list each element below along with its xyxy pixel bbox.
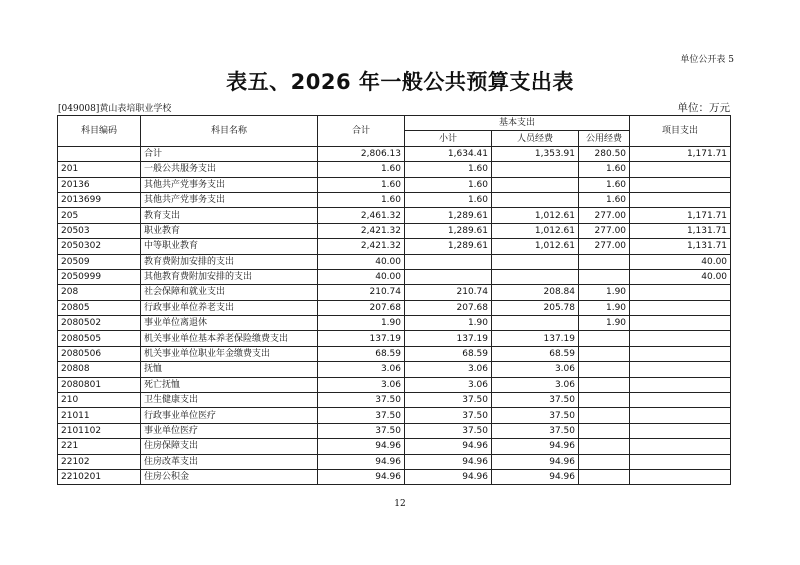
cell-subtotal: 1.60 <box>405 162 492 177</box>
cell-subtotal: 94.96 <box>405 454 492 469</box>
cell-project: 40.00 <box>630 254 731 269</box>
header-code: 科目编码 <box>58 116 141 147</box>
cell-subtotal: 3.06 <box>405 362 492 377</box>
cell-name: 社会保障和就业支出 <box>141 285 318 300</box>
cell-subtotal: 37.50 <box>405 423 492 438</box>
cell-name: 机关事业单位基本养老保险缴费支出 <box>141 331 318 346</box>
table-tag: 单位公开表 5 <box>680 55 734 65</box>
cell-code: 201 <box>58 162 141 177</box>
cell-public <box>579 469 630 484</box>
cell-total: 1.60 <box>318 192 405 207</box>
cell-project <box>630 393 731 408</box>
cell-project <box>630 316 731 331</box>
cell-subtotal: 137.19 <box>405 331 492 346</box>
cell-project: 1,171.71 <box>630 146 731 161</box>
cell-name: 机关事业单位职业年金缴费支出 <box>141 346 318 361</box>
cell-name: 住房公积金 <box>141 469 318 484</box>
cell-public <box>579 439 630 454</box>
cell-total: 37.50 <box>318 423 405 438</box>
table-row <box>58 469 731 484</box>
cell-project <box>630 423 731 438</box>
cell-subtotal: 207.68 <box>405 300 492 315</box>
cell-public: 1.60 <box>579 192 630 207</box>
cell-public <box>579 269 630 284</box>
cell-code: 21011 <box>58 408 141 423</box>
cell-total: 37.50 <box>318 393 405 408</box>
cell-public <box>579 331 630 346</box>
cell-personnel: 37.50 <box>492 408 579 423</box>
cell-subtotal: 3.06 <box>405 377 492 392</box>
cell-personnel: 68.59 <box>492 346 579 361</box>
cell-personnel: 1,012.61 <box>492 223 579 238</box>
cell-code: 208 <box>58 285 141 300</box>
table-row <box>58 254 731 269</box>
table-row <box>58 408 731 423</box>
cell-project <box>630 177 731 192</box>
budget-table <box>57 115 731 485</box>
table-row <box>58 454 731 469</box>
cell-personnel: 3.06 <box>492 362 579 377</box>
cell-total: 3.06 <box>318 377 405 392</box>
cell-subtotal <box>405 269 492 284</box>
cell-personnel: 205.78 <box>492 300 579 315</box>
cell-public <box>579 423 630 438</box>
cell-project <box>630 454 731 469</box>
table-row <box>58 331 731 346</box>
cell-code: 2080506 <box>58 346 141 361</box>
cell-total: 3.06 <box>318 362 405 377</box>
cell-code: 205 <box>58 208 141 223</box>
cell-personnel: 137.19 <box>492 331 579 346</box>
cell-subtotal: 94.96 <box>405 439 492 454</box>
cell-subtotal: 1.60 <box>405 192 492 207</box>
cell-name: 住房改革支出 <box>141 454 318 469</box>
cell-public <box>579 454 630 469</box>
cell-project <box>630 439 731 454</box>
cell-public: 1.60 <box>579 162 630 177</box>
cell-total: 2,421.32 <box>318 239 405 254</box>
cell-project <box>630 377 731 392</box>
cell-code: 20808 <box>58 362 141 377</box>
cell-name: 行政事业单位医疗 <box>141 408 318 423</box>
cell-project <box>630 408 731 423</box>
table-row <box>58 269 731 284</box>
cell-name: 教育支出 <box>141 208 318 223</box>
cell-code: 2050999 <box>58 269 141 284</box>
cell-name: 事业单位离退休 <box>141 316 318 331</box>
cell-code: 2050302 <box>58 239 141 254</box>
cell-project <box>630 362 731 377</box>
cell-public: 1.60 <box>579 177 630 192</box>
table-body <box>58 146 731 485</box>
cell-total: 40.00 <box>318 254 405 269</box>
cell-personnel: 94.96 <box>492 454 579 469</box>
cell-subtotal: 37.50 <box>405 393 492 408</box>
cell-project: 1,171.71 <box>630 208 731 223</box>
cell-personnel: 37.50 <box>492 393 579 408</box>
cell-public <box>579 377 630 392</box>
cell-public <box>579 346 630 361</box>
cell-name: 行政事业单位养老支出 <box>141 300 318 315</box>
cell-code: 20509 <box>58 254 141 269</box>
header-public: 公用经费 <box>579 131 630 146</box>
cell-project: 1,131.71 <box>630 223 731 238</box>
table-row <box>58 393 731 408</box>
cell-personnel: 3.06 <box>492 377 579 392</box>
cell-name: 抚恤 <box>141 362 318 377</box>
cell-name: 一般公共服务支出 <box>141 162 318 177</box>
cell-name: 事业单位医疗 <box>141 423 318 438</box>
cell-subtotal: 1,634.41 <box>405 146 492 161</box>
cell-subtotal: 1.60 <box>405 177 492 192</box>
cell-subtotal: 94.96 <box>405 469 492 484</box>
table-row <box>58 177 731 192</box>
cell-name: 卫生健康支出 <box>141 393 318 408</box>
cell-total: 94.96 <box>318 439 405 454</box>
cell-subtotal: 68.59 <box>405 346 492 361</box>
cell-code: 22102 <box>58 454 141 469</box>
cell-name: 其他共产党事务支出 <box>141 177 318 192</box>
cell-total: 2,461.32 <box>318 208 405 223</box>
cell-total: 40.00 <box>318 269 405 284</box>
cell-total: 210.74 <box>318 285 405 300</box>
cell-total: 2,421.32 <box>318 223 405 238</box>
cell-project <box>630 285 731 300</box>
cell-public: 277.00 <box>579 208 630 223</box>
header-basic: 基本支出 <box>405 116 630 131</box>
cell-public <box>579 254 630 269</box>
header-name: 科目名称 <box>141 116 318 147</box>
unit-name: [049008]黄山表培职业学校 <box>58 104 172 114</box>
table-row <box>58 377 731 392</box>
cell-public: 1.90 <box>579 285 630 300</box>
cell-code: 2080502 <box>58 316 141 331</box>
cell-personnel: 1,012.61 <box>492 239 579 254</box>
cell-code: 20805 <box>58 300 141 315</box>
cell-project <box>630 192 731 207</box>
cell-code: 2210201 <box>58 469 141 484</box>
cell-subtotal: 1.90 <box>405 316 492 331</box>
cell-project: 1,131.71 <box>630 239 731 254</box>
cell-name: 其他共产党事务支出 <box>141 192 318 207</box>
cell-project <box>630 469 731 484</box>
cell-project <box>630 331 731 346</box>
cell-code: 2080505 <box>58 331 141 346</box>
cell-personnel <box>492 254 579 269</box>
cell-project: 40.00 <box>630 269 731 284</box>
cell-code <box>58 146 141 161</box>
cell-public: 1.90 <box>579 300 630 315</box>
table-row <box>58 192 731 207</box>
cell-public <box>579 408 630 423</box>
cell-total: 1.60 <box>318 162 405 177</box>
cell-total: 1.60 <box>318 177 405 192</box>
cell-personnel: 1,012.61 <box>492 208 579 223</box>
cell-code: 2080801 <box>58 377 141 392</box>
cell-personnel: 1,353.91 <box>492 146 579 161</box>
cell-name: 职业教育 <box>141 223 318 238</box>
cell-code: 2101102 <box>58 423 141 438</box>
header-project: 项目支出 <box>630 116 731 147</box>
table-row <box>58 239 731 254</box>
table-row <box>58 146 731 161</box>
cell-code: 210 <box>58 393 141 408</box>
cell-personnel: 37.50 <box>492 423 579 438</box>
cell-name: 住房保障支出 <box>141 439 318 454</box>
cell-total: 68.59 <box>318 346 405 361</box>
cell-personnel: 208.84 <box>492 285 579 300</box>
table-row <box>58 162 731 177</box>
table-row <box>58 423 731 438</box>
cell-total: 207.68 <box>318 300 405 315</box>
cell-personnel <box>492 269 579 284</box>
cell-public: 277.00 <box>579 239 630 254</box>
cell-name: 其他教育费附加安排的支出 <box>141 269 318 284</box>
cell-project <box>630 346 731 361</box>
cell-public: 280.50 <box>579 146 630 161</box>
page-title: 表五、2026 年一般公共预算支出表 <box>226 70 574 94</box>
currency-unit: 单位：万元 <box>677 102 730 114</box>
cell-personnel <box>492 177 579 192</box>
cell-personnel <box>492 316 579 331</box>
header-personnel: 人员经费 <box>492 131 579 146</box>
header-total: 合计 <box>318 116 405 147</box>
cell-total: 137.19 <box>318 331 405 346</box>
cell-personnel: 94.96 <box>492 439 579 454</box>
cell-public <box>579 362 630 377</box>
cell-name: 死亡抚恤 <box>141 377 318 392</box>
table-row <box>58 316 731 331</box>
cell-name: 合计 <box>141 146 318 161</box>
cell-subtotal: 1,289.61 <box>405 239 492 254</box>
cell-total: 1.90 <box>318 316 405 331</box>
table-row <box>58 362 731 377</box>
table-row <box>58 223 731 238</box>
cell-public <box>579 393 630 408</box>
cell-subtotal: 1,289.61 <box>405 223 492 238</box>
cell-total: 94.96 <box>318 469 405 484</box>
cell-code: 221 <box>58 439 141 454</box>
table-row <box>58 285 731 300</box>
cell-total: 94.96 <box>318 454 405 469</box>
cell-subtotal: 37.50 <box>405 408 492 423</box>
cell-public: 1.90 <box>579 316 630 331</box>
table-row <box>58 208 731 223</box>
page-number: 12 <box>394 499 406 509</box>
cell-subtotal: 210.74 <box>405 285 492 300</box>
cell-personnel <box>492 192 579 207</box>
table-row <box>58 439 731 454</box>
cell-personnel <box>492 162 579 177</box>
cell-name: 教育费附加安排的支出 <box>141 254 318 269</box>
cell-project <box>630 300 731 315</box>
cell-code: 2013699 <box>58 192 141 207</box>
cell-personnel: 94.96 <box>492 469 579 484</box>
cell-total: 37.50 <box>318 408 405 423</box>
cell-total: 2,806.13 <box>318 146 405 161</box>
cell-project <box>630 162 731 177</box>
cell-subtotal <box>405 254 492 269</box>
cell-code: 20503 <box>58 223 141 238</box>
cell-public: 277.00 <box>579 223 630 238</box>
cell-name: 中等职业教育 <box>141 239 318 254</box>
cell-subtotal: 1,289.61 <box>405 208 492 223</box>
table-row <box>58 346 731 361</box>
header-subtotal: 小计 <box>405 131 492 146</box>
table-row <box>58 300 731 315</box>
cell-code: 20136 <box>58 177 141 192</box>
